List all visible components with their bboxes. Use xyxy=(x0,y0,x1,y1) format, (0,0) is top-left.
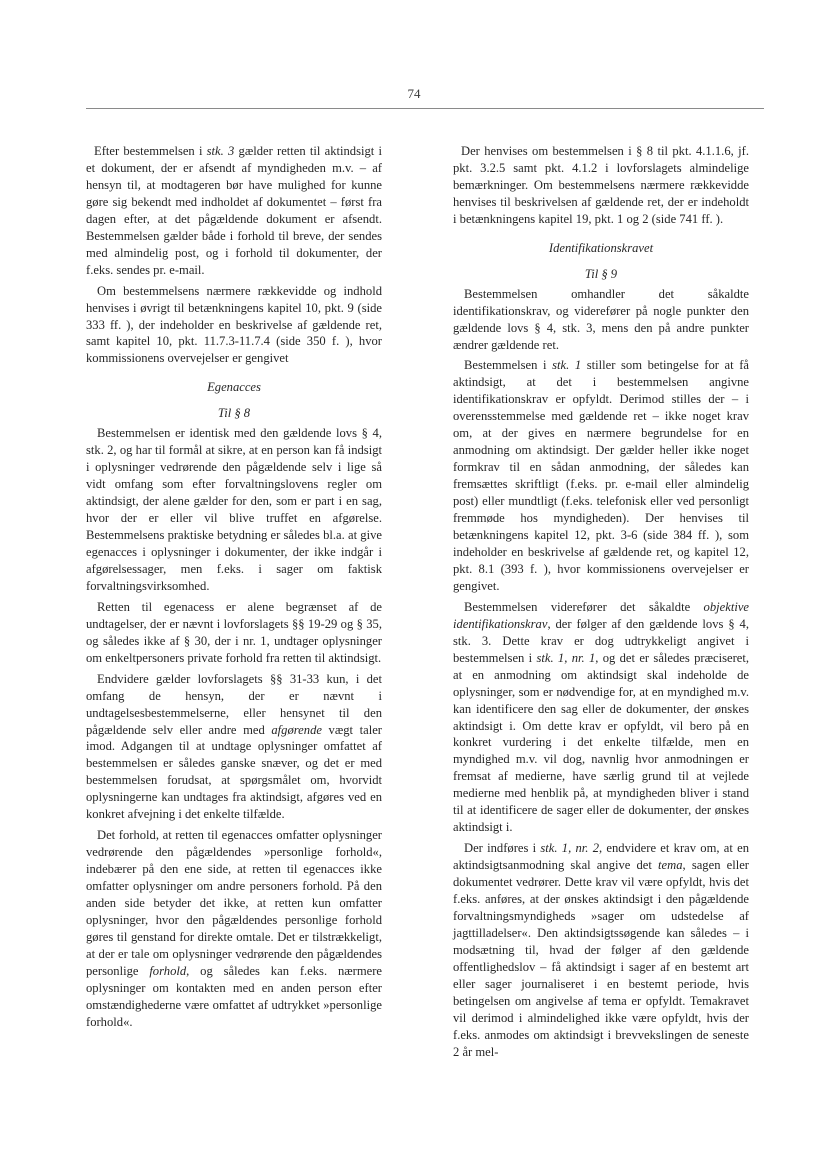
section-subheading-til-8: Til § 8 xyxy=(217,406,251,421)
text-segment: gælder retten til aktindsigt i et dokument, der er afsendt af myndigheden m.v. – af hensyn til, at modtageren bør have mulighed for kunne gøre sig bekendt med indholdet af dokumentet – først fra dagen efter, at det pågældende dokument er afsendt. Bestemmelsen gælder både i forhold til breve, der sendes med almindelig post, og i forhold til dokumenter, der f.eks. sendes pr. e-mail. xyxy=(86,144,382,277)
text-segment: , endvidere et krav om, at en aktindsigtsanmodning skal angive det xyxy=(453,841,749,873)
text-segment: Der henvises om bestemmelsen i § 8 til pkt. 4.1.1.6, jf. pkt. 3.2.5 samt pkt. 4.1.2 i lovforslagets almindelige bemærkninger. Om bestemmelsens nærmere rækkevidde henvises til beskrivelsen af gældende ret, der er indeholdt i betænkningens kapitel 19, pkt. 1 og 2 (side 741 ff. ). xyxy=(453,144,749,226)
paragraph xyxy=(453,286,749,354)
paragraph xyxy=(86,827,382,1030)
section-subheading-til-9: Til § 9 xyxy=(584,266,618,281)
paragraph xyxy=(453,143,749,228)
text-segment: Bestemmelsen viderefører det såkaldte xyxy=(464,599,704,614)
italic-text: stk. 3 xyxy=(206,144,235,158)
text-segment: Om bestemmelsens nærmere rækkevidde og indhold henvises i øvrigt til betænkningens kapitel 10, pkt. 9 (side 333 ff. ), der indeholder en beskrivelse af gældende ret, samt kapitel 10, pkt. 11.7.3-11.7.4 (side 350 f. ), hvor kommissionens overvejelser er gengivet xyxy=(86,283,382,366)
text-segment: , der følger af den gældende lovs § 4, stk. 3. Dette krav er dog udtrykkeligt angivet i bestemmelsen i xyxy=(453,616,749,665)
italic-text: stk. 1, nr. 2 xyxy=(540,841,599,856)
section-heading-egenacces: Egenacces xyxy=(207,380,261,395)
right-intro xyxy=(453,143,749,228)
right-column xyxy=(453,143,749,1065)
header-rule xyxy=(86,108,764,109)
paragraph xyxy=(86,283,382,368)
text-segment: Bestemmelsen omhandler det såkaldte identifikationskrav, og viderefører på nogle punkter den gældende lovs § 4, stk. 3, mens den på andre punkter ændrer gældende ret. xyxy=(453,286,749,352)
paragraph xyxy=(86,671,382,824)
text-segment: stiller som betingelse for at få aktindsigt, at det i bestemmelsen angivne identifikationskrav er opfyldt. Derimod stilles der – i overensstemmelse med gældende ret – ikke noget krav om, at der gives en nærmere begrundelse for en anmodning om aktindsigt. Der gælder heller ikke noget formkrav til en sådan anmodning, der således kan fremsættes skriftligt (f.eks. pr. e-mail eller almindelig post) eller mundtligt (f.eks. telefonisk eller ved personligt fremmøde hos myndigheden). Der henvises til betænkningens kapitel 12, pkt. 3-6 (side 384 ff. ), som indeholder en beskrivelse af gældende ret, og kapitel 12, pkt. 8.1 (393 f. ), hvor kommissionens overvejelser er gengivet. xyxy=(453,358,749,593)
text-segment: , og således kan f.eks. nærmere oplysninger om kontakten med en anden person efter omstændighederne være omfattet af udtrykket »personlige forhold«. xyxy=(86,963,383,1029)
text-segment: Efter bestemmelsen i xyxy=(94,144,207,158)
paragraph xyxy=(86,599,382,667)
left-column xyxy=(86,143,382,1035)
italic-text: forhold xyxy=(149,963,187,978)
text-segment: Endvidere gælder lovforslagets §§ 31-33 kun, i det omfang de hensyn, der er nævnt i undtagelsesbestemmelserne, eller hensynet til den pågældende selv eller andre med xyxy=(86,671,382,737)
italic-text: stk. 1 xyxy=(552,358,582,373)
left-intro xyxy=(86,143,382,367)
text-segment: Der indføres i xyxy=(464,841,541,856)
section-heading-identifikationskravet: Identifikationskravet xyxy=(548,240,654,255)
text-segment: Bestemmelsen i xyxy=(464,358,553,373)
italic-text: objektive identifikationskrav xyxy=(453,599,749,631)
paragraph xyxy=(453,840,749,1060)
right-body xyxy=(453,286,749,1061)
left-body xyxy=(86,425,382,1030)
italic-text: afgørende xyxy=(271,722,322,737)
paragraph xyxy=(453,599,749,836)
text-segment: , sagen eller dokumentet vedrører. Dette krav vil være opfyldt, hvis det f.eks. anføres, at der ønskes aktindsigt i den pågældende forvaltningsmyndigheds »sager om udstedelse af jagttilladelser«. Den aktindsigtssøgende kan således – i modsætning til, hvad der følger af den gældende offentlighedslov – få aktindsigt i sager af en bestemt art eller sager journaliseret i en bestemt periode, hvis betingelsen om angivelse af tema er opfyldt. Temakravet vil derimod i almindelighed ikke være opfyldt, hvis der f.eks. anmodes om aktindsigt i brevvekslingen de seneste 2 år mel- xyxy=(453,858,750,1059)
text-segment: , og det er således præciseret, at en anmodning om aktindsigt skal indeholde de oplysninger, som er nødvendige for, at en myndighed m.v. kan identificere den sag eller de dokumenter, der ønskes aktindsigt i. Om dette krav er opfyldt, vil bero på en konkret vurdering i det enkelte tilfælde, men en myndighed m.v. vil dog, navnlig hvor anmodningen er fremsat af medierne, have særlig grund til at vejlede medierne med henblik på, at myndigheden bliver i stand til at identificere de sager eller de dokumenter, der ønskes aktindsigt i. xyxy=(453,650,750,835)
text-segment: Retten til egenacess er alene begrænset af de undtagelser, der er nævnt i lovforslagets §§ 19-29 og § 35, og således ikke af § 30, der i nr. 1, undtager oplysninger om enkeltpersoners private forhold fra retten til aktindsigt. xyxy=(86,599,382,665)
text-segment: Bestemmelsen er identisk med den gældende lovs § 4, stk. 2, og har til formål at sikre, at en person kan få indsigt i oplysninger vedrørende den pågældende selv i lige så vidt omfang som efter forvaltningslovens regler om aktindsigt, der alene gælder for den, som er part i en sag, hvor der er eller vil blive truffet en afgørelse. Bestemmelsens praktiske betydning er således bl.a. at give egenacces i oplysninger i dokumenter, der ikke indgår i afgørelsessager, men f.eks. i sager om faktisk forvaltningsvirksomhed. xyxy=(86,426,382,593)
paragraph xyxy=(86,425,382,595)
text-segment: vægt taler imod. Adgangen til at undtage oplysninger omfattet af bestemmelsen er således ganske snæver, og det er med bestemmelsen forudsat, at spørgsmålet om, hvorvidt oplysningerne kan undtages fra aktindsigt, afgøres ved en konkret afvejning i det enkelte tilfælde. xyxy=(86,722,382,822)
italic-text: stk. 1, nr. 1 xyxy=(536,650,596,665)
page-number: 74 xyxy=(407,86,421,101)
paragraph xyxy=(453,357,749,594)
italic-text: tema xyxy=(658,858,683,873)
paragraph xyxy=(86,143,382,279)
text-segment: Det forhold, at retten til egenacces omfatter oplysninger vedrørende den pågældendes »personlige forhold«, indebærer på den ene side, at retten til egenacces ikke omfatter oplysninger om andre personers forhold. På den anden side betyder det ikke, at retten kun omfatter oplysninger, hvor den pågældendes personlige forhold gøres til genstand for direkte omtale. Det er tilstrækkeligt, at der er tale om oplysninger vedrørende den pågældendes personlige xyxy=(86,828,382,978)
